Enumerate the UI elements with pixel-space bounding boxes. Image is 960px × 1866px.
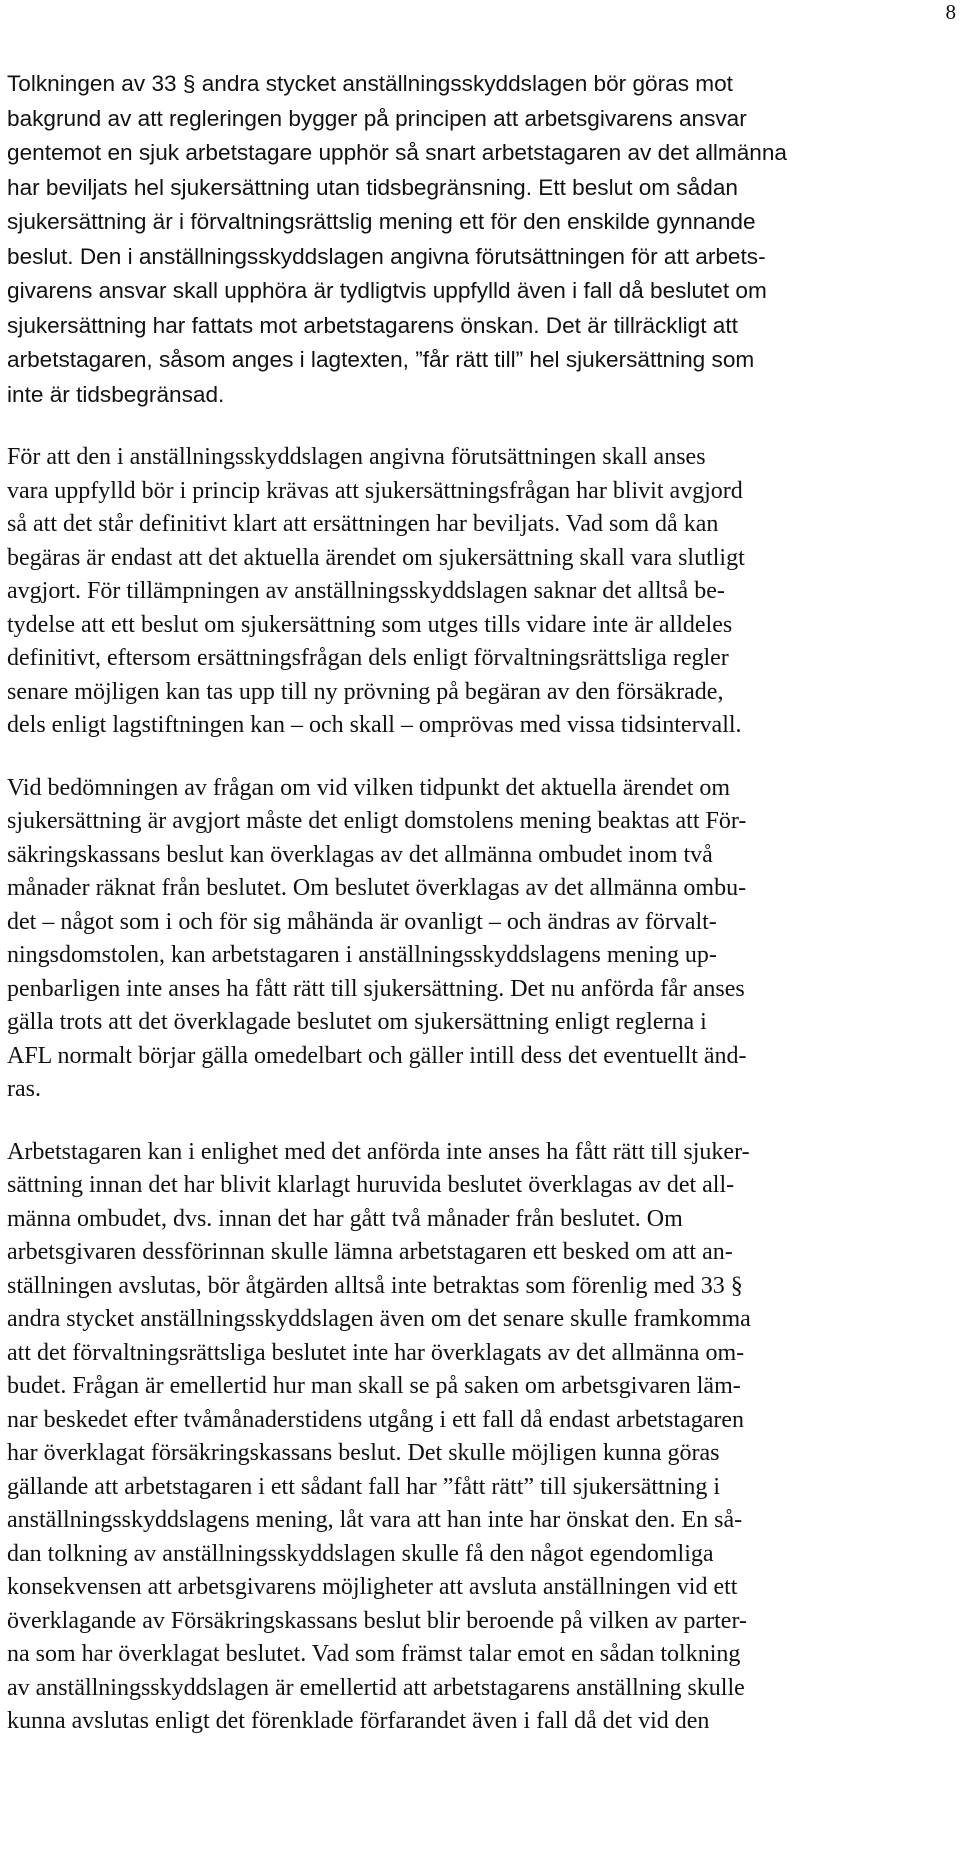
- paragraph-1-text: Tolkningen av 33 § andra stycket anställningsskyddslagen bör göras mot bakgrund av att regleringen bygger på principen att arbetsgivarens ansvar gentemot en sjuk arbetstagare upphör så snart arbetstagaren av det allmänna har beviljats hel sjukersättning utan tidsbegränsning. Ett beslut om sådan sjukersättning är i förvaltningsrättslig mening ett för den enskilde gynnande beslut. Den i anställningsskyddslagen angivna förutsättningen för att arbets- givarens ansvar skall upphöra är tydligtvis uppfylld även i fall då beslutet om sjukersättning har fattats mot arbetstagarens önskan. Det är tillräckligt att arbetstagaren, såsom anges i lagtexten, ”får rätt till” hel sjukersättning som inte är tidsbegränsad.: [7, 71, 787, 407]
- paragraph-2-text: För att den i anställningsskyddslagen angivna förutsättningen skall anses vara uppfylld bör i princip krävas att sjukersättningsfrågan har blivit avgjord så att det står definitivt klart att ersättningen har beviljats. Vad som då kan begäras är endast att det aktuella ärendet om sjukersättning skall vara slutligt avgjort. För tillämpningen av anställningsskyddslagen saknar det alltså be- tydelse att ett beslut om sjukersättning som utges tills vidare inte är alldeles definitivt, eftersom ersättningsfrågan dels enligt förvaltningsrättsliga regler senare möjligen kan tas upp till ny prövning på begäran av den försäkrade, dels enligt lagstiftningen kan – och skall – omprövas med vissa tidsintervall.: [7, 444, 745, 738]
- paragraph-4: [7, 1136, 957, 1739]
- document-body: [7, 67, 957, 1768]
- page-number: 8: [945, 0, 956, 24]
- paragraph-3: [7, 772, 957, 1107]
- paragraph-2: [7, 441, 957, 743]
- paragraph-1: [7, 67, 957, 412]
- paragraph-4-text: Arbetstagaren kan i enlighet med det anförda inte anses ha fått rätt till sjuker- sättning innan det har blivit klarlagt huruvida beslutet överklagas av det all- männa ombudet, dvs. innan det har gått två månader från beslutet. Om arbetsgivaren dessförinnan skulle lämna arbetstagaren ett besked om att an- ställningen avslutas, bör åtgärden alltså inte betraktas som förenlig med 33 § andra stycket anställningsskyddslagen även om det senare skulle framkomma att det förvaltningsrättsliga beslutet inte har överklagats av det allmänna om- budet. Frågan är emellertid hur man skall se på saken om arbetsgivaren läm- nar beskedet efter tvåmånaderstidens utgång i ett fall då endast arbetstagaren har överklagat försäkringskassans beslut. Det skulle möjligen kunna göras gällande att arbetstagaren i ett sådant fall har ”fått rätt” till sjukersättning i anställningsskyddslagens mening, låt vara att han inte har önskat den. En så- dan tolkning av anställningsskyddslagen skulle få den något egendomliga konsekvensen att arbetsgivarens möjligheter att avsluta anställningen vid ett överklagande av Försäkringskassans beslut blir beroende på vilken av parter- na som har överklagat beslutet. Vad som främst talar emot en sådan tolkning av anställningsskyddslagen är emellertid att arbetstagarens anställning skulle kunna avslutas enligt det förenklade förfarandet även i fall då det vid den: [7, 1138, 751, 1734]
- paragraph-3-text: Vid bedömningen av frågan om vid vilken tidpunkt det aktuella ärendet om sjukersättning är avgjort måste det enligt domstolens mening beaktas att För- säkringskassans beslut kan överklagas av det allmänna ombudet inom två månader räknat från beslutet. Om beslutet överklagas av det allmänna ombu- det – något som i och för sig måhända är ovanligt – och ändras av förvalt- ningsdomstolen, kan arbetstagaren i anställningsskyddslagens mening up- penbarligen inte anses ha fått rätt till sjukersättning. Det nu anförda får anses gälla trots att det överklagade beslutet om sjukersättning enligt reglerna i AFL normalt börjar gälla omedelbart och gäller intill dess det eventuellt änd- ras.: [7, 774, 747, 1102]
